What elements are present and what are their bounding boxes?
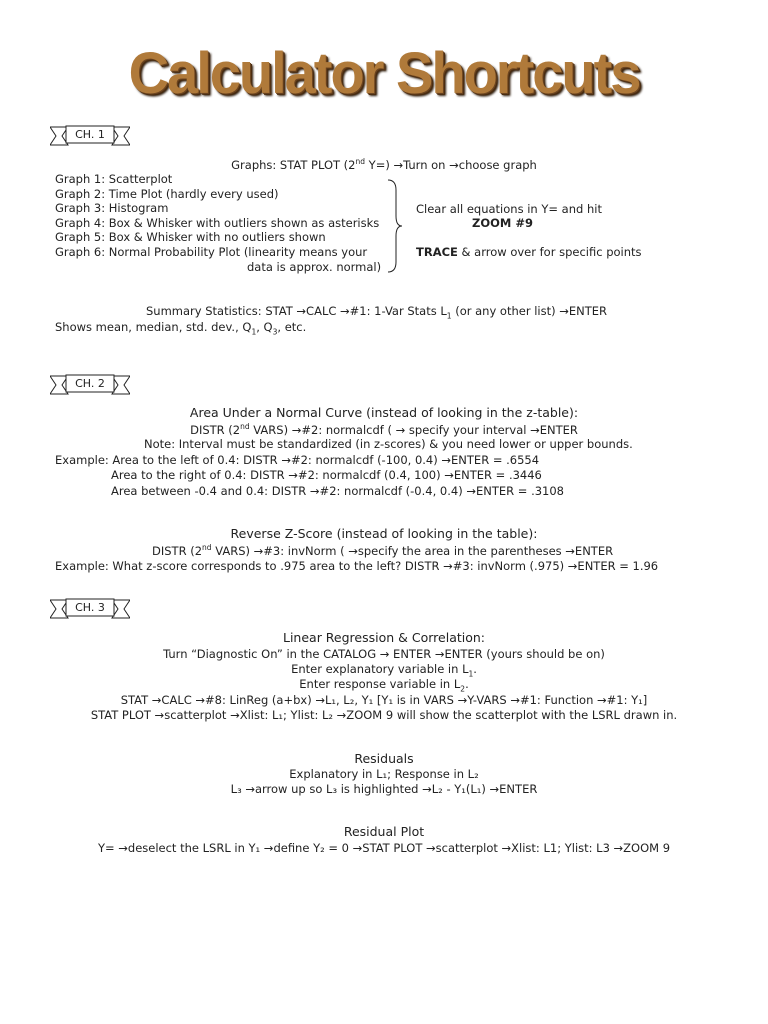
note-text: Note: Interval must be standardized (in z-scores) & you need lower or upper bounds. <box>144 437 633 451</box>
statplot-line: STAT PLOT →scatterplot →Xlist: L₁; Ylist: L₂ →ZOOM 9 will show the scatterplot with the LSRL drawn in. <box>90 708 678 722</box>
residuals-line: Explanatory in L₁; Response in L₂ <box>289 767 479 781</box>
example-line: Area to the right of 0.4: DISTR →#2: normalcdf (0.4, 100) →ENTER = .3446 <box>111 468 542 482</box>
residuals-heading: Residuals <box>354 751 414 766</box>
graph-list-item: Graph 2: Time Plot (hardly every used) <box>55 186 279 201</box>
residuals-line: L₃ →arrow up so L₃ is highlighted →L₂ - Y₁(L₁) →ENTER <box>230 782 538 796</box>
chapter-1-banner <box>50 125 130 147</box>
graph-list-item: Graph 4: Box & Whisker with outliers shown as asterisks <box>55 215 380 230</box>
graph6-continuation: data is approx. normal) <box>247 260 382 274</box>
graph-list-item: Graph 1: Scatterplot <box>55 172 173 186</box>
graph-list-item: Graph 5: Box & Whisker with no outliers shown <box>55 230 326 245</box>
residual-plot-heading: Residual Plot <box>343 824 425 839</box>
chapter-3-label: CH. 3 <box>75 601 105 614</box>
chapter-2-label: CH. 2 <box>75 377 105 390</box>
graph-list-item: Graph 3: Histogram <box>55 201 169 216</box>
chapter-3-banner <box>50 598 130 620</box>
graph-list <box>55 172 379 260</box>
graph-list-item: Graph 6: Normal Probability Plot (linearity means your <box>55 244 368 259</box>
linreg-heading: Linear Regression & Correlation: <box>282 630 486 645</box>
trace-text: TRACE & arrow over for specific points <box>416 245 642 259</box>
residual-plot-line: Y= →deselect the LSRL in Y₁ →define Y₂ = 0 →STAT PLOT →scatterplot →Xlist: L1; Ylist: L3 →ZOOM 9 <box>97 841 671 855</box>
invnorm-line: DISTR (2nd VARS) →#3: invNorm ( →specify the area in the parentheses →ENTER <box>152 543 614 558</box>
chapter-1-label: CH. 1 <box>75 128 105 141</box>
distr-normalcdf: DISTR (2nd VARS) →#2: normalcdf ( → specify your interval →ENTER <box>190 422 578 437</box>
summary-statistics: Summary Statistics: STAT →CALC →#1: 1-Var Stats $L_1$ (or any other list) →ENTER <box>146 304 608 321</box>
area-heading: Area Under a Normal Curve (instead of looking in the z-table): <box>189 405 579 420</box>
chapter-2-banner <box>50 374 130 396</box>
example-line: Example: Area to the left of 0.4: DISTR →#2: normalcdf (-100, 0.4) →ENTER = .6554 <box>55 453 540 467</box>
explanatory-line: Enter explanatory variable in $L_1$. <box>291 662 477 679</box>
clear-equations-text: Clear all equations in Y= and hit <box>416 202 602 216</box>
reverse-heading: Reverse Z-Score (instead of looking in the table): <box>230 526 538 541</box>
graphs-heading: Graphs: STAT PLOT (2nd Y=) →Turn on →choose graph <box>231 157 537 172</box>
invnorm-example: Example: What z-score corresponds to .975 area to the left? DISTR →#3: invNorm (.975) →ENTER = 1.96 <box>55 559 659 573</box>
diagnostic-line: Turn “Diagnostic On” in the CATALOG → ENTER →ENTER (yours should be on) <box>163 647 605 661</box>
zoom-text: ZOOM #9 <box>472 216 533 230</box>
page-title: Calculator Shortcuts <box>128 39 640 106</box>
summary-shows: Shows mean, median, std. dev., $Q_1$, $Q_3$, etc. <box>55 320 307 337</box>
response-line: Enter response variable in $L_2$. <box>299 677 469 694</box>
brace-icon <box>384 178 406 274</box>
example-line: Area between -0.4 and 0.4: DISTR →#2: normalcdf (-0.4, 0.4) →ENTER = .3108 <box>111 484 564 498</box>
linreg-stat-line: STAT →CALC →#8: LinReg (a+bx) →L₁, L₂, Y₁ [Y₁ is in VARS →Y-VARS →#1: Function →#1: Y₁] <box>120 693 648 707</box>
